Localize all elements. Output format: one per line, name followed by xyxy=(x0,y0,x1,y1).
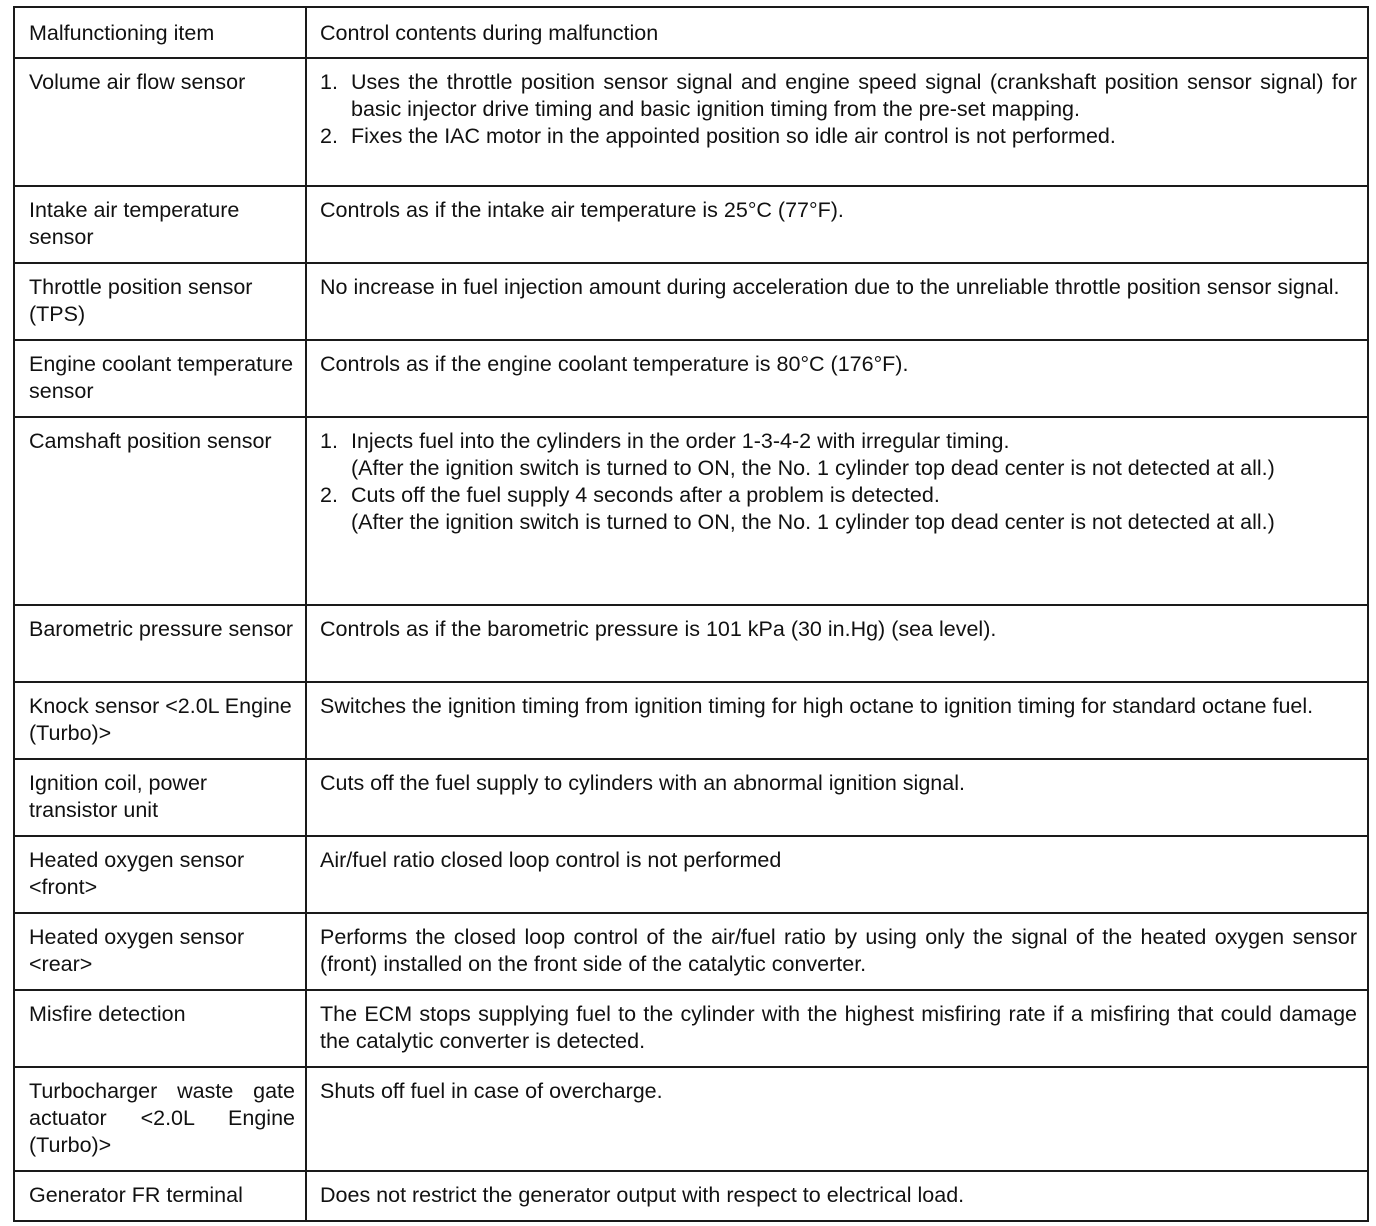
step-number: 1. xyxy=(320,70,338,94)
table-row xyxy=(14,682,1368,759)
item-cell: Engine coolant temperature sensor xyxy=(14,340,306,417)
step-number: 2. xyxy=(320,124,338,148)
item-cell: Intake air temperature sensor xyxy=(14,186,306,263)
control-step xyxy=(320,482,1357,536)
control-cell: Air/fuel ratio closed loop control is not performed xyxy=(306,836,1368,913)
control-cell xyxy=(306,58,1368,186)
control-steps xyxy=(320,428,1357,536)
table-row xyxy=(14,417,1368,605)
header-item: Malfunctioning item xyxy=(14,7,306,58)
table-row xyxy=(14,759,1368,836)
item-cell: Misfire detection xyxy=(14,990,306,1067)
table-row xyxy=(14,605,1368,682)
table-row xyxy=(14,913,1368,990)
step-note: (After the ignition switch is turned to ON, the No. 1 cylinder top dead center is not detected at all.) xyxy=(351,456,1275,480)
control-cell: Cuts off the fuel supply to cylinders with an abnormal ignition signal. xyxy=(306,759,1368,836)
table-row xyxy=(14,836,1368,913)
step-text: Fixes the IAC motor in the appointed position so idle air control is not performed. xyxy=(351,124,1116,148)
item-cell: Heated oxygen sensor <front> xyxy=(14,836,306,913)
item-cell: Ignition coil, power transistor unit xyxy=(14,759,306,836)
control-cell: Switches the ignition timing from ignition timing for high octane to ignition timing for standard octane fuel. xyxy=(306,682,1368,759)
control-cell: Shuts off fuel in case of overcharge. xyxy=(306,1067,1368,1171)
item-cell: Camshaft position sensor xyxy=(14,417,306,605)
control-cell: Controls as if the engine coolant temperature is 80°C (176°F). xyxy=(306,340,1368,417)
step-text: Cuts off the fuel supply 4 seconds after a problem is detected. xyxy=(351,483,940,507)
control-steps xyxy=(320,69,1357,150)
step-number: 1. xyxy=(320,429,338,453)
table-row xyxy=(14,340,1368,417)
step-text: Uses the throttle position sensor signal and engine speed signal (crankshaft position sensor signal) for basic injector drive timing and basic ignition timing from the pre-set mapping. xyxy=(351,70,1357,121)
control-cell: Performs the closed loop control of the air/fuel ratio by using only the signal of the heated oxygen sensor (front) installed on the front side of the catalytic converter. xyxy=(306,913,1368,990)
item-cell: Heated oxygen sensor <rear> xyxy=(14,913,306,990)
control-cell: Does not restrict the generator output with respect to electrical load. xyxy=(306,1171,1368,1221)
control-cell: Controls as if the intake air temperature is 25°C (77°F). xyxy=(306,186,1368,263)
control-cell xyxy=(306,417,1368,605)
table-row xyxy=(14,1171,1368,1221)
control-step xyxy=(320,69,1357,123)
malfunction-control-table xyxy=(13,6,1369,1222)
control-step xyxy=(320,123,1357,150)
control-cell: The ECM stops supplying fuel to the cylinder with the highest misfiring rate if a misfiring that could damage the catalytic converter is detected. xyxy=(306,990,1368,1067)
control-step xyxy=(320,428,1357,482)
step-note: (After the ignition switch is turned to ON, the No. 1 cylinder top dead center is not detected at all.) xyxy=(351,510,1275,534)
header-control: Control contents during malfunction xyxy=(306,7,1368,58)
table-row xyxy=(14,58,1368,186)
item-cell: Knock sensor <2.0L Engine (Turbo)> xyxy=(14,682,306,759)
step-text: Injects fuel into the cylinders in the order 1-3-4-2 with irregular timing. xyxy=(351,429,1010,453)
item-cell: Turbocharger waste gate actuator <2.0L Engine (Turbo)> xyxy=(14,1067,306,1171)
item-cell: Generator FR terminal xyxy=(14,1171,306,1221)
control-cell: Controls as if the barometric pressure is 101 kPa (30 in.Hg) (sea level). xyxy=(306,605,1368,682)
table-row xyxy=(14,186,1368,263)
control-cell: No increase in fuel injection amount during acceleration due to the unreliable throttle position sensor signal. xyxy=(306,263,1368,340)
table-row xyxy=(14,1067,1368,1171)
item-cell: Throttle position sensor (TPS) xyxy=(14,263,306,340)
table-row xyxy=(14,990,1368,1067)
header-row xyxy=(14,7,1368,58)
item-cell: Barometric pressure sensor xyxy=(14,605,306,682)
item-cell: Volume air flow sensor xyxy=(14,58,306,186)
table-row xyxy=(14,263,1368,340)
step-number: 2. xyxy=(320,483,338,507)
